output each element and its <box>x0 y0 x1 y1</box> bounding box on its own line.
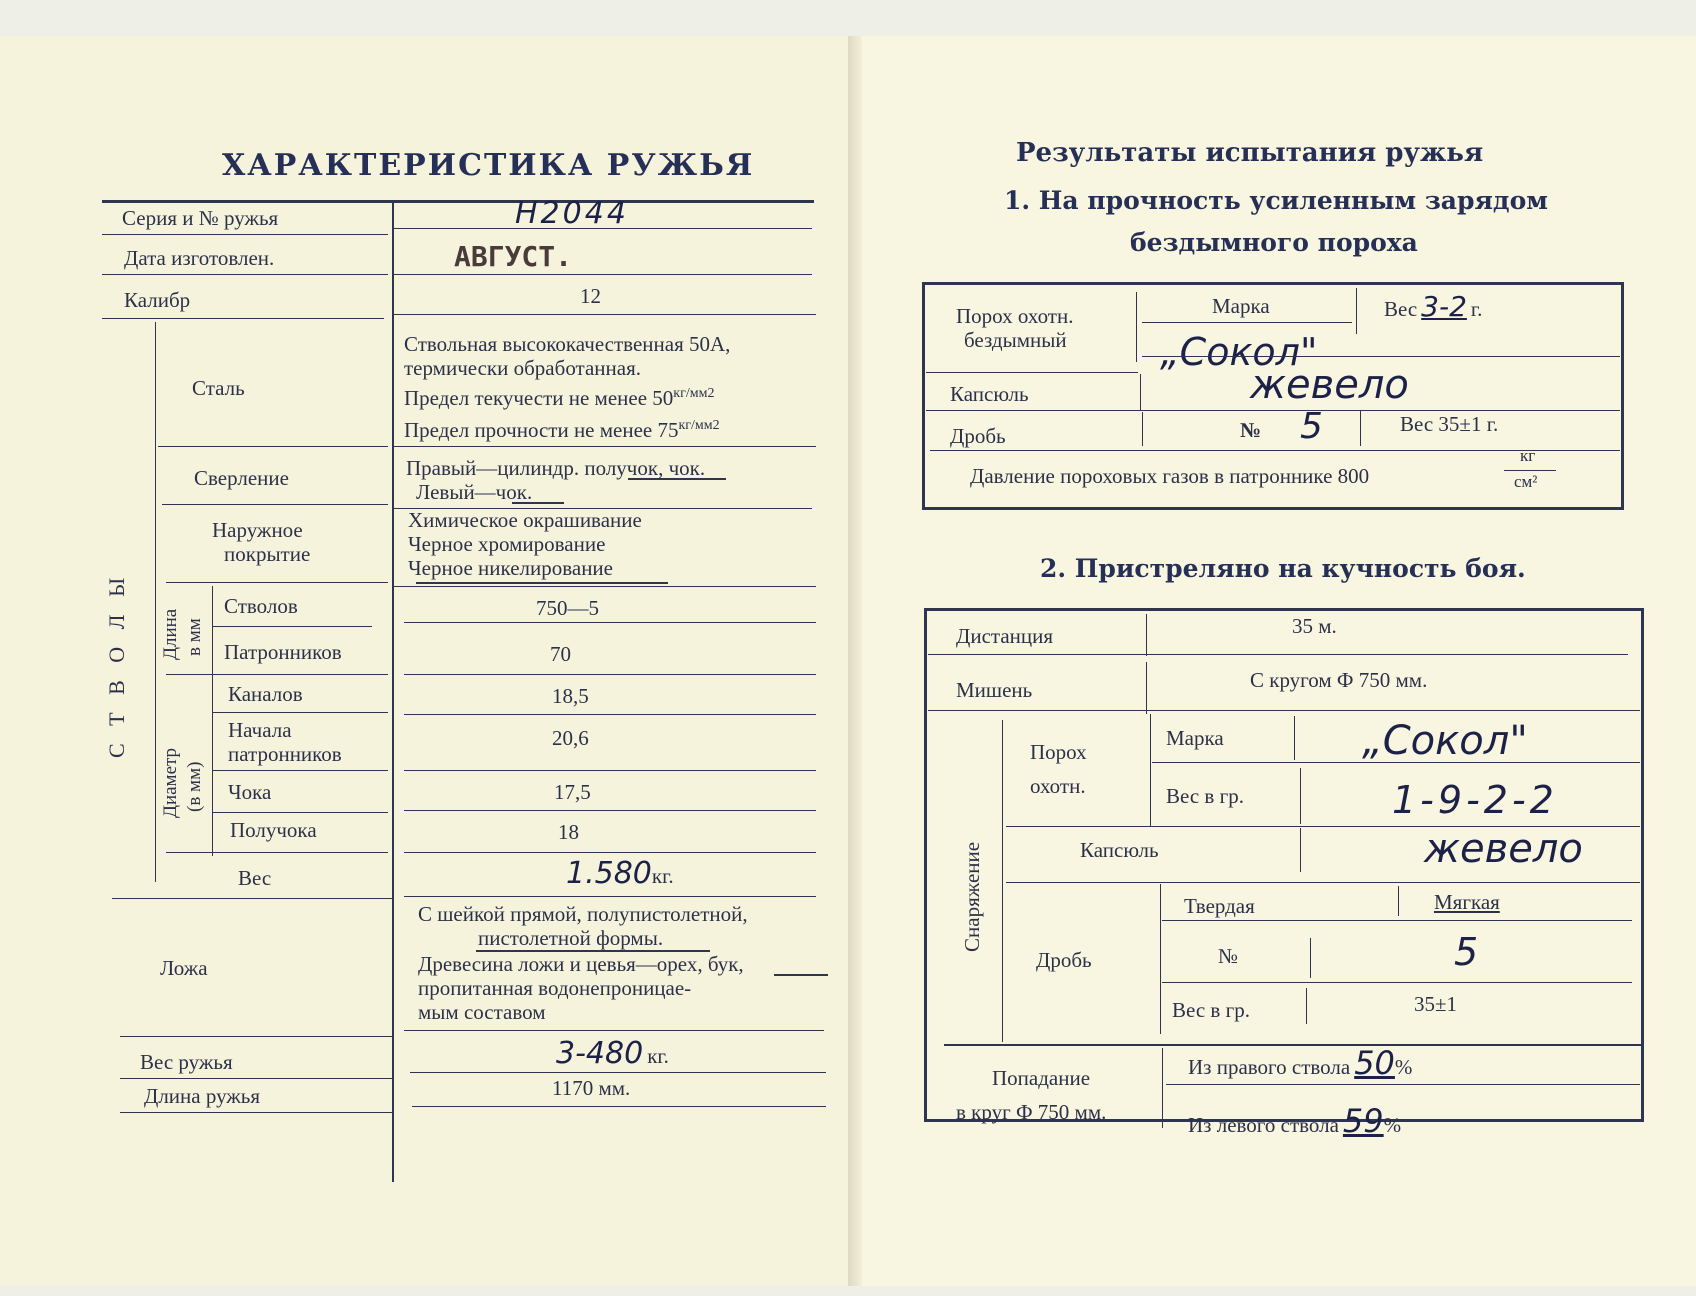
col-rule <box>1136 292 1137 362</box>
underline-mark <box>774 974 828 976</box>
coating-label-2: покрытие <box>224 542 311 566</box>
row-rule <box>404 714 816 715</box>
row-rule <box>120 1112 392 1113</box>
col-rule <box>1162 1048 1163 1128</box>
barrel-weight-label: Вес <box>238 866 272 890</box>
row-rule <box>162 504 388 505</box>
row-rule <box>102 234 388 235</box>
s2-distance-label: Дистанция <box>956 624 1054 648</box>
col-rule <box>1300 768 1301 824</box>
s2-shot-weight-value: 35±1 <box>1414 992 1458 1016</box>
s2-primer-label: Капсюль <box>1080 838 1159 862</box>
steel-text-2: термически обработанная. <box>404 356 641 380</box>
s2-brand-label: Марка <box>1166 726 1224 750</box>
row-rule <box>1142 322 1352 323</box>
s1-primer-value: жевело <box>1250 362 1409 408</box>
stock-text-3: Древесина ложи и цевья—орех, бук, <box>418 952 744 976</box>
steel-text-1: Ствольная высококачественная 50А, <box>404 332 731 356</box>
group-rule <box>212 676 213 856</box>
row-rule <box>102 274 388 275</box>
steel-label: Сталь <box>192 376 245 400</box>
s1-shot-no-value: 5 <box>1300 406 1323 447</box>
s2-distance-value: 35 м. <box>1292 614 1337 638</box>
drilling-text-1: Правый—цилиндр. получок, чок. <box>406 456 706 480</box>
s2-powder-label-1: Порох <box>1030 740 1087 764</box>
s1-powder-label-1: Порох охотн. <box>956 304 1074 328</box>
date-stamp: АВГУСТ. <box>454 240 573 273</box>
s1-brand-label: Марка <box>1212 294 1270 318</box>
col-rule <box>1398 886 1399 916</box>
row-rule <box>926 372 1138 373</box>
row-rule <box>212 712 388 713</box>
s2-hits-label-1: Попадание <box>992 1066 1091 1090</box>
row-rule <box>392 274 812 275</box>
s2-soft-label: Мягкая <box>1434 890 1500 914</box>
group-rule <box>1002 720 1003 1042</box>
s2-shot-no-label: № <box>1218 944 1239 968</box>
s1-powder-label-2: бездымный <box>964 328 1067 352</box>
row-rule <box>212 812 388 813</box>
gun-length-value: 1170 мм. <box>552 1076 631 1100</box>
choke-value: 17,5 <box>554 780 591 804</box>
row-rule <box>166 582 388 583</box>
row-rule <box>166 852 388 853</box>
col-rule <box>1160 884 1161 1034</box>
barrels-group-label: С Т В О Л Ы <box>104 571 129 758</box>
serial-label: Серия и № ружья <box>122 206 279 230</box>
section1-title-2: бездымного пороха <box>1130 228 1418 257</box>
stock-text-1: С шейкой прямой, полупистолетной, <box>418 902 748 926</box>
underline-mark <box>416 582 668 584</box>
row-rule <box>928 654 1628 655</box>
col-rule <box>1142 412 1143 446</box>
gun-weight-value: 3-480 кг. <box>556 1036 669 1071</box>
col-rule <box>1294 716 1295 760</box>
steel-text-3: Предел текучести не менее $50^{кг/мм2}$ <box>404 386 715 410</box>
row-rule <box>404 770 816 771</box>
row-rule <box>1166 1084 1640 1085</box>
s2-loading-label: Снаряжение <box>960 841 984 952</box>
bores-label: Каналов <box>228 682 303 706</box>
group-rule <box>212 586 213 676</box>
s1-shot-no-label: № <box>1240 418 1262 442</box>
chambers-length-value: 70 <box>550 642 571 666</box>
underline-mark <box>512 502 564 504</box>
s1-pressure-label: Давление пороховых газов в патроннике 800 <box>970 464 1370 488</box>
barrels-length-value: 750—5 <box>536 596 599 620</box>
table-top-rule <box>102 200 814 203</box>
right-page-title: Результаты испытания ружья <box>1016 138 1484 168</box>
length-group-label-1: Длина <box>160 608 181 660</box>
stock-label: Ложа <box>160 956 208 980</box>
bores-value: 18,5 <box>552 684 589 708</box>
stock-text-2: пистолетной формы. <box>478 926 664 950</box>
row-rule <box>392 446 816 447</box>
s1-primer-label: Капсюль <box>950 382 1029 406</box>
drilling-text-2: Левый—чок. <box>416 480 533 504</box>
underline-mark <box>476 950 710 952</box>
chamber-start-label-2: патронников <box>228 742 342 766</box>
row-rule <box>166 674 388 675</box>
s2-hits-label-2: в круг Ф 750 мм. <box>956 1100 1107 1124</box>
coating-text-2: Черное хромирование <box>408 532 606 556</box>
row-rule <box>1152 762 1640 763</box>
halfchoke-label: Получока <box>230 818 317 842</box>
s2-shot-no-value: 5 <box>1454 930 1479 974</box>
col-rule <box>1146 662 1147 714</box>
row-rule <box>926 410 1620 411</box>
col-rule <box>1150 714 1151 826</box>
table-center-rule <box>392 202 394 1182</box>
row-rule <box>930 450 1620 451</box>
col-rule <box>1306 988 1307 1024</box>
chamber-start-label-1: Начала <box>228 718 292 742</box>
s1-weight: Вес 3-2 г. <box>1384 290 1483 323</box>
row-rule <box>928 710 1640 711</box>
section2-title: 2. Пристреляно на кучность боя. <box>1040 554 1526 583</box>
s1-brand-value: „Сокол" <box>1160 330 1318 374</box>
s1-shot-label: Дробь <box>950 424 1006 448</box>
row-rule <box>112 898 392 899</box>
serial-value: Н2044 <box>515 196 629 231</box>
col-rule <box>1146 614 1147 656</box>
row-rule <box>212 626 372 627</box>
row-rule <box>212 770 388 771</box>
row-rule <box>392 314 816 315</box>
s2-primer-value: жевело <box>1424 826 1583 872</box>
book-crease <box>848 36 862 1286</box>
s1-pressure-unit-top: кг <box>1520 446 1536 465</box>
caliber-label: Калибр <box>124 288 191 312</box>
s2-hard-label: Твердая <box>1184 894 1255 918</box>
section1-title-1: 1. На прочность усиленным зарядом <box>1004 186 1548 215</box>
left-page-title: ХАРАКТЕРИСТИКА РУЖЬЯ <box>222 148 755 183</box>
steel-text-4: Предел прочности не менее $75^{кг/мм2}$ <box>404 418 720 442</box>
s1-pressure-unit-bottom: см² <box>1514 472 1538 491</box>
s2-shot-label: Дробь <box>1036 948 1092 972</box>
halfchoke-value: 18 <box>558 820 579 844</box>
gun-weight-label: Вес ружья <box>140 1050 233 1074</box>
chambers-length-label: Патронников <box>224 640 342 664</box>
col-rule <box>1300 828 1301 872</box>
s2-weight-value: 1-9-2-2 <box>1392 778 1558 822</box>
s2-shot-weight-label: Вес в гр. <box>1172 998 1250 1022</box>
s2-right-barrel: Из правого ствола 50% <box>1188 1044 1413 1082</box>
caliber-value: 12 <box>580 284 601 308</box>
coating-text-3: Черное никелирование <box>408 556 613 580</box>
stock-text-5: мым составом <box>418 1000 546 1024</box>
chamber-start-value: 20,6 <box>552 726 589 750</box>
row-rule <box>404 852 816 853</box>
s2-target-label: Мишень <box>956 678 1033 702</box>
col-rule <box>1310 938 1311 978</box>
row-rule <box>404 896 816 897</box>
barrels-length-label: Стволов <box>224 594 298 618</box>
s2-weight-label: Вес в гр. <box>1166 784 1244 808</box>
row-rule <box>404 810 816 811</box>
row-rule <box>410 1072 826 1073</box>
col-rule <box>1140 374 1141 410</box>
s1-shot-weight: Вес 35±1 г. <box>1400 412 1499 436</box>
underline-mark <box>628 478 726 480</box>
coating-label-1: Наружное <box>212 518 303 542</box>
col-rule <box>1356 288 1357 334</box>
s2-brand-value: „Сокол" <box>1362 718 1528 764</box>
barrel-weight-value: 1.580кг. <box>566 856 674 891</box>
s2-left-barrel: Из левого ствола 59% <box>1188 1102 1402 1140</box>
diameter-group-label-1: Диаметр <box>160 747 181 818</box>
row-rule <box>1162 920 1632 921</box>
length-group-label-2: в мм <box>184 618 205 656</box>
fraction-bar <box>1504 470 1556 471</box>
choke-label: Чока <box>228 780 272 804</box>
row-rule <box>158 446 388 447</box>
row-rule <box>404 1030 824 1031</box>
row-rule <box>392 586 816 587</box>
group-rule <box>155 322 156 882</box>
row-rule <box>102 318 384 319</box>
row-rule <box>1142 356 1620 357</box>
col-rule <box>1360 410 1361 446</box>
row-rule <box>404 674 816 675</box>
stock-text-4: пропитанная водонепроницае- <box>418 976 692 1000</box>
row-rule <box>1006 882 1640 883</box>
coating-text-1: Химическое окрашивание <box>408 508 642 532</box>
s2-target-value: С кругом Ф 750 мм. <box>1250 668 1428 692</box>
row-rule <box>120 1078 392 1079</box>
row-rule <box>392 228 812 229</box>
row-rule <box>1162 982 1632 983</box>
row-rule <box>120 1036 392 1037</box>
row-rule <box>412 1106 826 1107</box>
s2-powder-label-2: охотн. <box>1030 774 1086 798</box>
drilling-label: Сверление <box>194 466 289 490</box>
gun-length-label: Длина ружья <box>144 1084 261 1108</box>
date-label: Дата изготовлен. <box>124 246 275 270</box>
diameter-group-label-2: (в мм) <box>184 761 205 812</box>
row-rule <box>404 622 816 623</box>
